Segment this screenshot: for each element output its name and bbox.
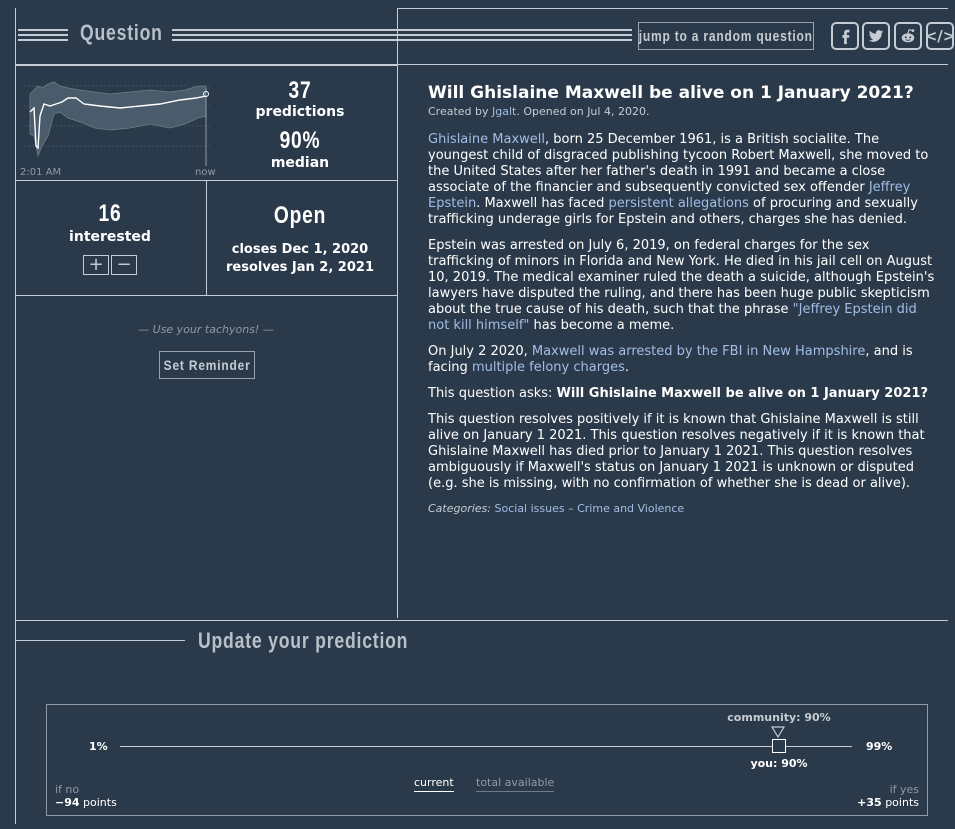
author-link[interactable]: Jgalt [492, 105, 517, 118]
paragraph-3: On July 2 2020, Maxwell was arrested by the FBI in New Hampshire, and is facing multiple felony charges. [428, 344, 913, 375]
community-label: community: 90% [727, 711, 831, 724]
header-rule-right-2 [172, 34, 632, 36]
embed-button[interactable] [926, 22, 954, 50]
interested-plus-button[interactable] [83, 255, 109, 275]
paragraph-5: This question resolves positively if it is known that Ghislaine Maxwell is still alive on January 1 2021. This question resolves negatively if it is known that Ghislaine Maxwell has died prior to January 1 2021. This question resolves ambiguously if Maxwell's status on January 1 2021 is unknown or disputed (e.g. she is missing, with no confirmation of whether she is dead or alive). [428, 412, 925, 491]
tab-current[interactable]: current [414, 776, 454, 792]
header-rule-left-3 [18, 39, 68, 41]
update-rule [15, 640, 185, 641]
close-date: closes Dec 1, 2020 [231, 242, 369, 257]
reddit-button[interactable] [894, 22, 922, 50]
frame-top-border [397, 8, 948, 9]
chart-end-label: now [195, 167, 216, 178]
question-body [428, 82, 936, 515]
random-question-button[interactable]: jump to a random question [638, 22, 814, 50]
facebook-button[interactable] [831, 22, 859, 50]
if-no-points: −94 points [55, 796, 117, 809]
link-maxwell-arrested[interactable]: Maxwell was arrested by the FBI in New Hampshire [531, 344, 866, 359]
predictions-label: predictions [255, 104, 345, 120]
update-section-top-border [15, 620, 948, 621]
categories: Categories: Social issues – Crime and Violence [428, 502, 685, 515]
you-label: you: 90% [750, 757, 808, 770]
paragraph-4: This question asks: Will Ghislaine Maxwell be alive on 1 January 2021? [428, 386, 928, 401]
header-rule-right-3 [172, 39, 632, 41]
link-felony-charges[interactable]: multiple felony charges [471, 360, 625, 375]
link-jeffrey-epstein[interactable]: Jeffrey Epstein [428, 180, 911, 211]
header-rule-left-2 [18, 34, 68, 36]
link-persistent-allegations[interactable]: persistent allegations [608, 196, 749, 211]
community-marker-icon [771, 726, 785, 738]
interested-label: interested [69, 229, 151, 245]
prediction-history-chart [20, 76, 210, 168]
plus-icon: + [88, 254, 104, 275]
frame-divider-vertical [397, 8, 398, 618]
minus-icon: − [116, 254, 132, 275]
tachyons-hint: — Use your tachyons! — [138, 323, 274, 336]
interested-count: 16 [98, 200, 122, 227]
if-no-label: if no [55, 783, 80, 796]
if-yes-points: +35 points [857, 796, 919, 809]
paragraph-1: Ghislaine Maxwell, born 25 December 1961, is a British socialite. The youngest child of disgraced publishing tycoon Robert Maxwell, she moved to the United States after her father's death in 1991 and became a close associate of the financier and subsequently convicted sex offender Jeffrey Epstein. Maxwell has faced persistent allegations of procuring and sexually trafficking underage girls for Epstein and others, charges she has denied. [428, 132, 929, 227]
link-ghislaine-maxwell[interactable]: Ghislaine Maxwell [428, 132, 545, 147]
interested-minus-button[interactable] [111, 255, 137, 275]
tab-total-available[interactable]: total available [476, 776, 554, 792]
prediction-slider-track[interactable] [120, 746, 852, 747]
if-yes-label: if yes [889, 783, 919, 796]
median-label: median [270, 155, 330, 171]
resolve-date: resolves Jan 2, 2021 [226, 260, 374, 275]
question-meta: Created by Jgalt. Opened on Jul 4, 2020. [428, 105, 650, 118]
header-rule-right-1 [172, 29, 632, 31]
frame-left-border [15, 8, 16, 824]
twitter-icon [867, 27, 885, 45]
header-rule-left-1 [18, 29, 68, 31]
stats-cell-divider [206, 180, 207, 296]
set-reminder-button[interactable]: Set Reminder [159, 351, 255, 379]
slider-max-label: 99% [866, 740, 893, 753]
predictions-count: 37 [288, 77, 312, 104]
median-value: 90% [279, 127, 321, 154]
section-title-question: Question [80, 20, 163, 45]
update-prediction-title: Update your prediction [198, 628, 409, 653]
reddit-icon [899, 27, 917, 45]
twitter-button[interactable] [862, 22, 890, 50]
facebook-icon [836, 27, 854, 45]
question-title: Will Ghislaine Maxwell be alive on 1 January 2021? [428, 83, 914, 103]
stats-top-border [15, 65, 398, 66]
prediction-slider-handle[interactable] [772, 739, 786, 753]
category-link[interactable]: Social issues – Crime and Violence [494, 502, 685, 515]
paragraph-2: Epstein was arrested on July 6, 2019, on federal charges for the sex trafficking of minors in Florida and New York. He died in his jail cell on August 10, 2019. The medical examiner ruled the death a suicide, although Epstein's lawyers have disputed the ruling, and there has been huge public skepticism about the true cause of his death, such that the phrase "Jeffrey Epstein did not kill himself" has become a meme. [428, 238, 935, 333]
embed-icon: </> [924, 27, 955, 45]
chart-start-label: 2:01 AM [20, 167, 62, 178]
question-status: Open [273, 202, 327, 229]
link-epstein-meme[interactable]: "Jeffrey Epstein did not kill himself" [428, 302, 917, 333]
slider-min-label: 1% [89, 740, 108, 753]
